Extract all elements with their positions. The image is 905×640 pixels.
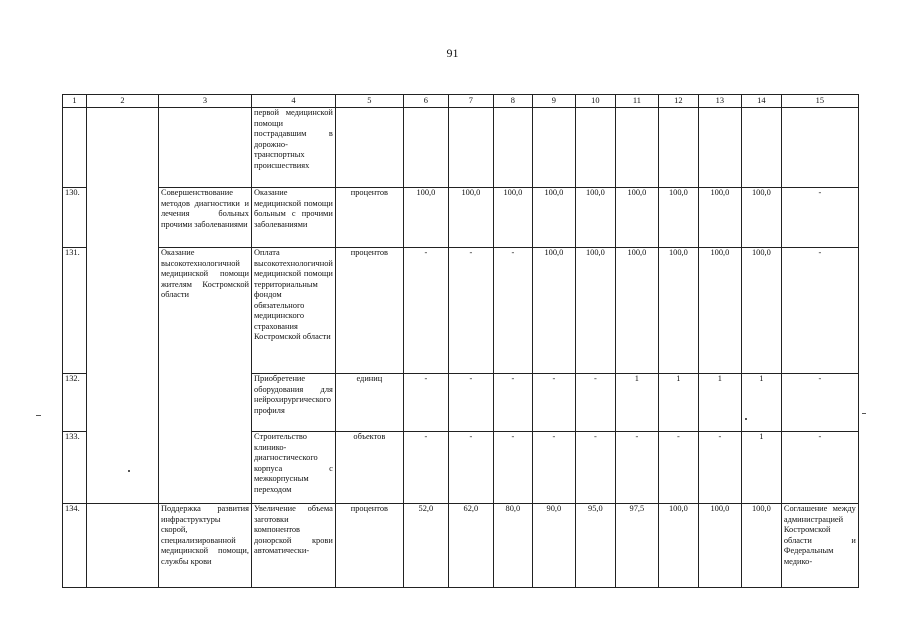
cell [87,188,159,248]
value-cell: 62,0 [448,504,493,588]
value-cell: - [698,432,741,504]
row-number: 131. [63,248,87,374]
col-header-10: 10 [575,95,615,108]
cell [63,108,87,188]
note-cell: - [781,374,858,432]
unit-cell: процентов [335,188,403,248]
cell [87,504,159,588]
header-row [63,95,859,108]
value-cell: - [493,432,532,504]
value-cell: - [575,432,615,504]
col-header-14: 14 [741,95,781,108]
value-cell: 100,0 [532,248,575,374]
cell [658,108,698,188]
col-header-11: 11 [615,95,658,108]
indicator-cell: Приобретение оборудования для нейрохирургического профиля [252,374,336,432]
value-cell: 100,0 [615,188,658,248]
col-header-12: 12 [658,95,698,108]
cell [335,108,403,188]
cell [741,108,781,188]
value-cell: 52,0 [403,504,448,588]
value-cell: 100,0 [698,188,741,248]
value-cell: 100,0 [575,188,615,248]
unit-cell: процентов [335,504,403,588]
col-header-3: 3 [159,95,252,108]
value-cell: 100,0 [493,188,532,248]
unit-cell: единиц [335,374,403,432]
value-cell: - [448,374,493,432]
value-cell: 95,0 [575,504,615,588]
table-row [63,188,859,248]
value-cell: 100,0 [698,504,741,588]
col-header-5: 5 [335,95,403,108]
value-cell: 100,0 [658,248,698,374]
col-header-6: 6 [403,95,448,108]
value-cell: 1 [615,374,658,432]
value-cell: - [575,374,615,432]
value-cell: - [448,432,493,504]
value-cell: 90,0 [532,504,575,588]
value-cell: 1 [658,374,698,432]
col-header-4: 4 [252,95,336,108]
value-cell: 100,0 [658,188,698,248]
col-header-1: 1 [63,95,87,108]
row-number: 132. [63,374,87,432]
cell [87,432,159,504]
indicator-cell: Оказание медицинской помощи больным с прочими заболеваниями [252,188,336,248]
value-cell: 100,0 [575,248,615,374]
table-row [63,248,859,374]
table-row [63,108,859,188]
value-cell: 1 [741,432,781,504]
table-row [63,504,859,588]
value-cell: - [493,374,532,432]
col-header-13: 13 [698,95,741,108]
value-cell: - [448,248,493,374]
value-cell: 80,0 [493,504,532,588]
value-cell: - [403,432,448,504]
value-cell: 100,0 [403,188,448,248]
cell [698,108,741,188]
value-cell: - [615,432,658,504]
page-number: 91 [446,46,459,60]
col-header-7: 7 [448,95,493,108]
indicator-cell: Увеличение объема заготовки компонентов донорской крови автоматически- [252,504,336,588]
measure-cell: Совершенствование методов диагностики и лечения больных прочими заболеваниями [159,188,252,248]
measure-cell [159,374,252,432]
value-cell: 100,0 [658,504,698,588]
value-cell: - [403,248,448,374]
col-header-9: 9 [532,95,575,108]
measure-cell [159,432,252,504]
note-cell: - [781,188,858,248]
value-cell: 100,0 [698,248,741,374]
note-cell: - [781,248,858,374]
indicator-cell: Оплата высокотехнологичной медицинской помощи территориальным фондом обязательного медицинского страхования Костромской области [252,248,336,374]
cell [615,108,658,188]
cell [159,108,252,188]
unit-cell: процентов [335,248,403,374]
value-cell: 100,0 [741,504,781,588]
value-cell: - [532,432,575,504]
value-cell: 97,5 [615,504,658,588]
unit-cell: объектов [335,432,403,504]
cell [403,108,448,188]
measure-cell: Поддержка развития инфраструктуры скорой, специализированной медицинской помощи, службы крови [159,504,252,588]
value-cell: - [493,248,532,374]
row-number: 134. [63,504,87,588]
value-cell: 100,0 [741,248,781,374]
table-row [63,374,859,432]
scan-speck [862,413,866,414]
col-header-2: 2 [87,95,159,108]
indicator-cell: первой медицинской помощи пострадавшим в дорожно-транспортных происшествиях [252,108,336,188]
scan-speck [128,470,130,472]
note-cell: - [781,432,858,504]
note-cell: Соглашение между администрацией Костромской области и Федеральным медико- [781,504,858,588]
value-cell: 100,0 [741,188,781,248]
value-cell: 1 [698,374,741,432]
cell [575,108,615,188]
value-cell: 100,0 [615,248,658,374]
cell [781,108,858,188]
indicator-cell: Строительство клинико-диагностического корпуса с межкорпусным переходом [252,432,336,504]
cell [448,108,493,188]
scan-speck [745,418,747,420]
cell [87,108,159,188]
scan-speck [36,415,41,416]
table-row [63,432,859,504]
cell [87,248,159,374]
value-cell: 100,0 [532,188,575,248]
value-cell: 100,0 [448,188,493,248]
row-number: 133. [63,432,87,504]
value-cell: - [532,374,575,432]
value-cell: - [403,374,448,432]
value-cell: 1 [741,374,781,432]
indicators-table [62,94,859,588]
row-number: 130. [63,188,87,248]
col-header-8: 8 [493,95,532,108]
measure-cell: Оказание высокотехнологичной медицинской помощи жителям Костромской области [159,248,252,374]
col-header-15: 15 [781,95,858,108]
cell [87,374,159,432]
cell [493,108,532,188]
cell [532,108,575,188]
value-cell: - [658,432,698,504]
